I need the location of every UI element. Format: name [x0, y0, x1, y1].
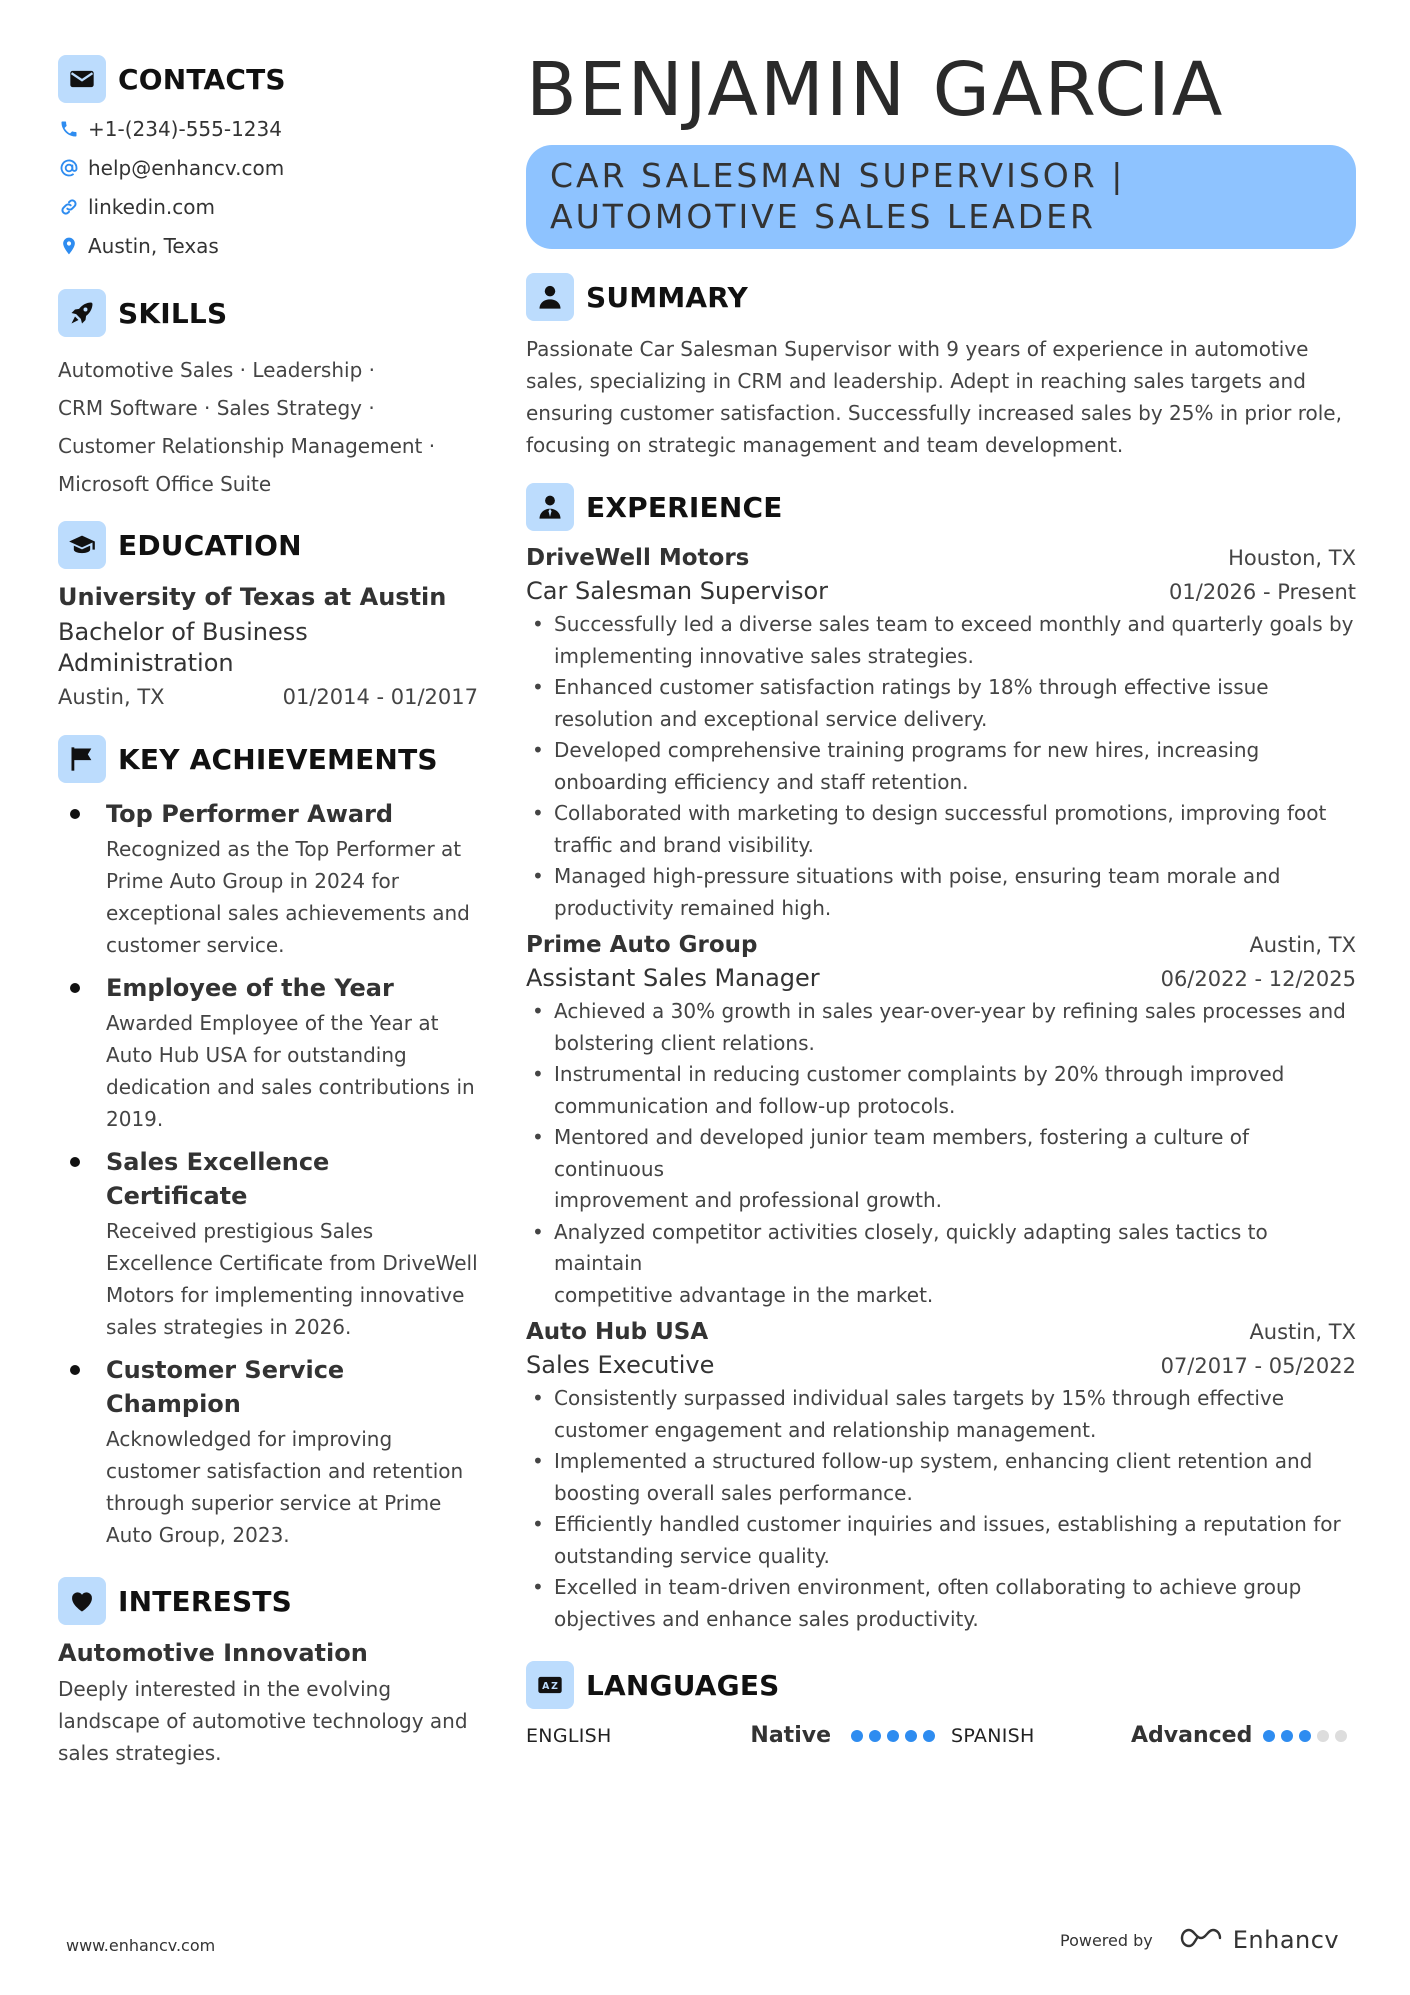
summary-text	[526, 333, 1356, 461]
proficiency-dot-filled	[887, 1730, 899, 1742]
svg-text:Z: Z	[551, 1681, 558, 1693]
phone-text: +1-(234)-555-1234	[88, 116, 282, 141]
title-line: AUTOMOTIVE SALES LEADER	[550, 197, 1096, 236]
bullet-item: • Mentored and developed junior team members, fostering a culture of continuous improvement and professional growth.	[526, 1122, 1356, 1217]
education-dates: 01/2014 - 01/2017	[282, 685, 478, 709]
desc-line: Auto Hub USA for outstanding	[106, 1043, 407, 1067]
job-location: Austin, TX	[1249, 1320, 1356, 1344]
job-title-banner	[526, 145, 1356, 249]
desc-line: sales strategies in 2026.	[106, 1315, 352, 1339]
bullet-item: • Instrumental in reducing customer complaints by 20% through improved communication and follow-up protocols.	[526, 1059, 1356, 1122]
desc-line: Received prestigious Sales	[106, 1219, 374, 1243]
desc-line: Acknowledged for improving	[106, 1427, 393, 1451]
bullet-item: • Consistently surpassed individual sales targets by 15% through effective customer engagement and relationship management.	[526, 1383, 1356, 1446]
interest-title: Automotive Innovation	[58, 1639, 368, 1667]
achievement-title: Top Performer Award	[106, 800, 394, 828]
left-column	[58, 55, 478, 1769]
right-column	[526, 45, 1356, 1748]
section-title: LANGUAGES	[586, 1668, 780, 1702]
job-dates: 06/2022 - 12/2025	[1160, 967, 1356, 991]
job-bullets	[526, 609, 1356, 924]
linkedin-text: linkedin.com	[88, 194, 215, 219]
bullet-item: • Collaborated with marketing to design successful promotions, improving foot traffic and brand visibility.	[526, 798, 1356, 861]
job-subheader	[526, 1351, 1356, 1379]
job-company: Prime Auto Group	[526, 932, 758, 958]
job-role: Sales Executive	[526, 1351, 715, 1379]
desc-line: Excellence Certificate from DriveWell	[106, 1251, 478, 1275]
candidate-name: BENJAMIN GARCIA	[526, 47, 1225, 133]
graduation-cap-icon	[58, 521, 106, 569]
contact-location	[58, 226, 478, 265]
achievement-item	[58, 797, 478, 961]
powered-by-text: Powered by	[1060, 1930, 1153, 1950]
language-level: Advanced	[1131, 1723, 1253, 1748]
job-header	[526, 1319, 1356, 1345]
section-title: INTERESTS	[118, 1584, 292, 1618]
proficiency-dot-filled	[1299, 1730, 1311, 1742]
language-name: ENGLISH	[526, 1724, 612, 1747]
section-title: EXPERIENCE	[586, 490, 783, 524]
location-pin-icon	[58, 235, 80, 257]
job-role: Car Salesman Supervisor	[526, 577, 829, 605]
phone-icon	[58, 118, 80, 140]
contact-phone[interactable]	[58, 109, 478, 148]
achievement-desc	[106, 833, 470, 961]
bullet-item: • Excelled in team-driven environment, often collaborating to achieve group objectives and enhance sales productivity.	[526, 1572, 1356, 1635]
section-title: SKILLS	[118, 296, 228, 330]
language-item	[526, 1723, 941, 1748]
desc-line: exceptional sales achievements and	[106, 901, 470, 925]
enhancv-logo-icon	[1179, 1926, 1225, 1954]
bullet-item: • Analyzed competitor activities closely, quickly adapting sales tactics to maintain competitive advantage in the market.	[526, 1217, 1356, 1312]
desc-line: Recognized as the Top Performer at	[106, 837, 462, 861]
experience-heading	[526, 483, 1356, 531]
title-line: CAR SALESMAN SUPERVISOR |	[550, 156, 1126, 195]
proficiency-dot-filled	[1263, 1730, 1275, 1742]
achievements-list	[58, 797, 478, 1551]
desc-line: through superior service at Prime	[106, 1491, 442, 1515]
bullet-dot	[58, 797, 106, 961]
businessperson-icon	[526, 483, 574, 531]
heart-icon	[58, 1577, 106, 1625]
translate-icon	[526, 1661, 574, 1709]
bullet-dot	[58, 1353, 106, 1551]
desc-line: Deeply interested in the evolving	[58, 1677, 392, 1701]
summary-heading	[526, 273, 1356, 321]
rocket-icon	[58, 289, 106, 337]
language-name: SPANISH	[951, 1724, 1035, 1747]
achievement-desc	[106, 1423, 478, 1551]
bullet-item: • Implemented a structured follow-up system, enhancing client retention and boosting overall sales performance.	[526, 1446, 1356, 1509]
desc-line: customer satisfaction and retention	[106, 1459, 464, 1483]
section-title: EDUCATION	[118, 528, 302, 562]
proficiency-dot-filled	[851, 1730, 863, 1742]
achievement-item	[58, 1353, 478, 1551]
job-entry	[526, 545, 1356, 924]
at-icon	[58, 157, 80, 179]
education-heading	[58, 521, 478, 569]
language-item	[951, 1723, 1356, 1748]
desc-line: Prime Auto Group in 2024 for	[106, 869, 400, 893]
desc-line: sales strategies.	[58, 1741, 222, 1765]
bullet-item: • Enhanced customer satisfaction ratings by 18% through effective issue resolution and exceptional service delivery.	[526, 672, 1356, 735]
skills-line: Customer Relationship Management ·	[58, 434, 436, 458]
desc-line: landscape of automotive technology and	[58, 1709, 468, 1733]
proficiency-dot-empty	[1317, 1730, 1329, 1742]
desc-line: Auto Group, 2023.	[106, 1523, 290, 1547]
section-title: KEY ACHIEVEMENTS	[118, 742, 438, 776]
desc-line: dedication and sales contributions in	[106, 1075, 475, 1099]
job-bullets	[526, 996, 1356, 1311]
section-title: CONTACTS	[118, 62, 286, 96]
bullet-dot	[58, 1145, 106, 1343]
bullet-dot	[58, 971, 106, 1135]
languages-heading	[526, 1661, 1356, 1709]
svg-text:A: A	[542, 1681, 550, 1693]
job-dates: 01/2026 - Present	[1169, 580, 1356, 604]
link-icon	[58, 196, 80, 218]
interests-heading	[58, 1577, 478, 1625]
contact-email[interactable]	[58, 148, 478, 187]
desc-line: Awarded Employee of the Year at	[106, 1011, 439, 1035]
achievement-item	[58, 1145, 478, 1343]
job-entry	[526, 1319, 1356, 1635]
language-level: Native	[750, 1723, 831, 1748]
proficiency-dots	[851, 1730, 941, 1742]
desc-line: 2019.	[106, 1107, 164, 1131]
skills-list	[58, 351, 478, 503]
footer-branding	[1060, 1926, 1339, 1954]
job-role: Assistant Sales Manager	[526, 964, 820, 992]
summary-line: sales, specializing in CRM and leadership. Adept in reaching sales targets and	[526, 369, 1306, 393]
degree-line: Bachelor of Business	[58, 618, 308, 646]
job-entry	[526, 932, 1356, 1311]
person-icon	[526, 273, 574, 321]
contact-linkedin[interactable]	[58, 187, 478, 226]
desc-line: Motors for implementing innovative	[106, 1283, 465, 1307]
bullet-item: • Managed high-pressure situations with poise, ensuring team morale and productivity remained high.	[526, 861, 1356, 924]
education-school: University of Texas at Austin	[58, 583, 447, 611]
proficiency-dot-filled	[869, 1730, 881, 1742]
envelope-icon	[58, 55, 106, 103]
skills-line: CRM Software · Sales Strategy ·	[58, 396, 375, 420]
desc-line: customer service.	[106, 933, 285, 957]
job-dates: 07/2017 - 05/2022	[1160, 1354, 1356, 1378]
job-company: Auto Hub USA	[526, 1319, 709, 1345]
interest-desc	[58, 1673, 478, 1769]
contacts-heading	[58, 55, 478, 103]
job-subheader	[526, 577, 1356, 605]
proficiency-dot-filled	[1281, 1730, 1293, 1742]
job-header	[526, 932, 1356, 958]
brand-name: Enhancv	[1232, 1926, 1340, 1954]
job-bullets	[526, 1383, 1356, 1635]
achievement-desc	[106, 1007, 475, 1135]
proficiency-dots	[1263, 1730, 1353, 1742]
flag-icon	[58, 735, 106, 783]
job-company: DriveWell Motors	[526, 545, 750, 571]
job-location: Austin, TX	[1249, 933, 1356, 957]
languages-list	[526, 1723, 1356, 1748]
bullet-item: • Successfully led a diverse sales team to exceed monthly and quarterly goals by implementing innovative sales strategies.	[526, 609, 1356, 672]
proficiency-dot-filled	[905, 1730, 917, 1742]
education-location: Austin, TX	[58, 685, 165, 709]
education-meta	[58, 685, 478, 709]
skills-line: Microsoft Office Suite	[58, 472, 272, 496]
achievement-item	[58, 971, 478, 1135]
email-text: help@enhancv.com	[88, 155, 285, 180]
bullet-item: • Developed comprehensive training programs for new hires, increasing onboarding efficiency and staff retention.	[526, 735, 1356, 798]
summary-line: ensuring customer satisfaction. Successfully increased sales by 25% in prior role,	[526, 401, 1342, 425]
footer-website[interactable]: www.enhancv.com	[66, 1936, 216, 1955]
location-text: Austin, Texas	[88, 233, 219, 258]
bullet-item: • Efficiently handled customer inquiries and issues, establishing a reputation for outstanding service quality.	[526, 1509, 1356, 1572]
skills-heading	[58, 289, 478, 337]
job-location: Houston, TX	[1228, 546, 1356, 570]
summary-line: focusing on strategic management and team development.	[526, 433, 1124, 457]
achievement-desc	[106, 1215, 478, 1343]
bullet-item: • Achieved a 30% growth in sales year-over-year by refining sales processes and bolstering client relations.	[526, 996, 1356, 1059]
proficiency-dot-filled	[923, 1730, 935, 1742]
section-title: SUMMARY	[586, 280, 749, 314]
degree-line: Administration	[58, 649, 234, 677]
job-subheader	[526, 964, 1356, 992]
skills-line: Automotive Sales · Leadership ·	[58, 358, 375, 382]
achievement-title: Sales Excellence Certificate	[106, 1148, 330, 1210]
summary-line: Passionate Car Salesman Supervisor with 9 years of experience in automotive	[526, 337, 1309, 361]
achievement-title: Customer Service Champion	[106, 1356, 345, 1418]
achievement-title: Employee of the Year	[106, 974, 394, 1002]
proficiency-dot-empty	[1335, 1730, 1347, 1742]
achievements-heading	[58, 735, 478, 783]
education-degree	[58, 617, 478, 679]
job-header	[526, 545, 1356, 571]
